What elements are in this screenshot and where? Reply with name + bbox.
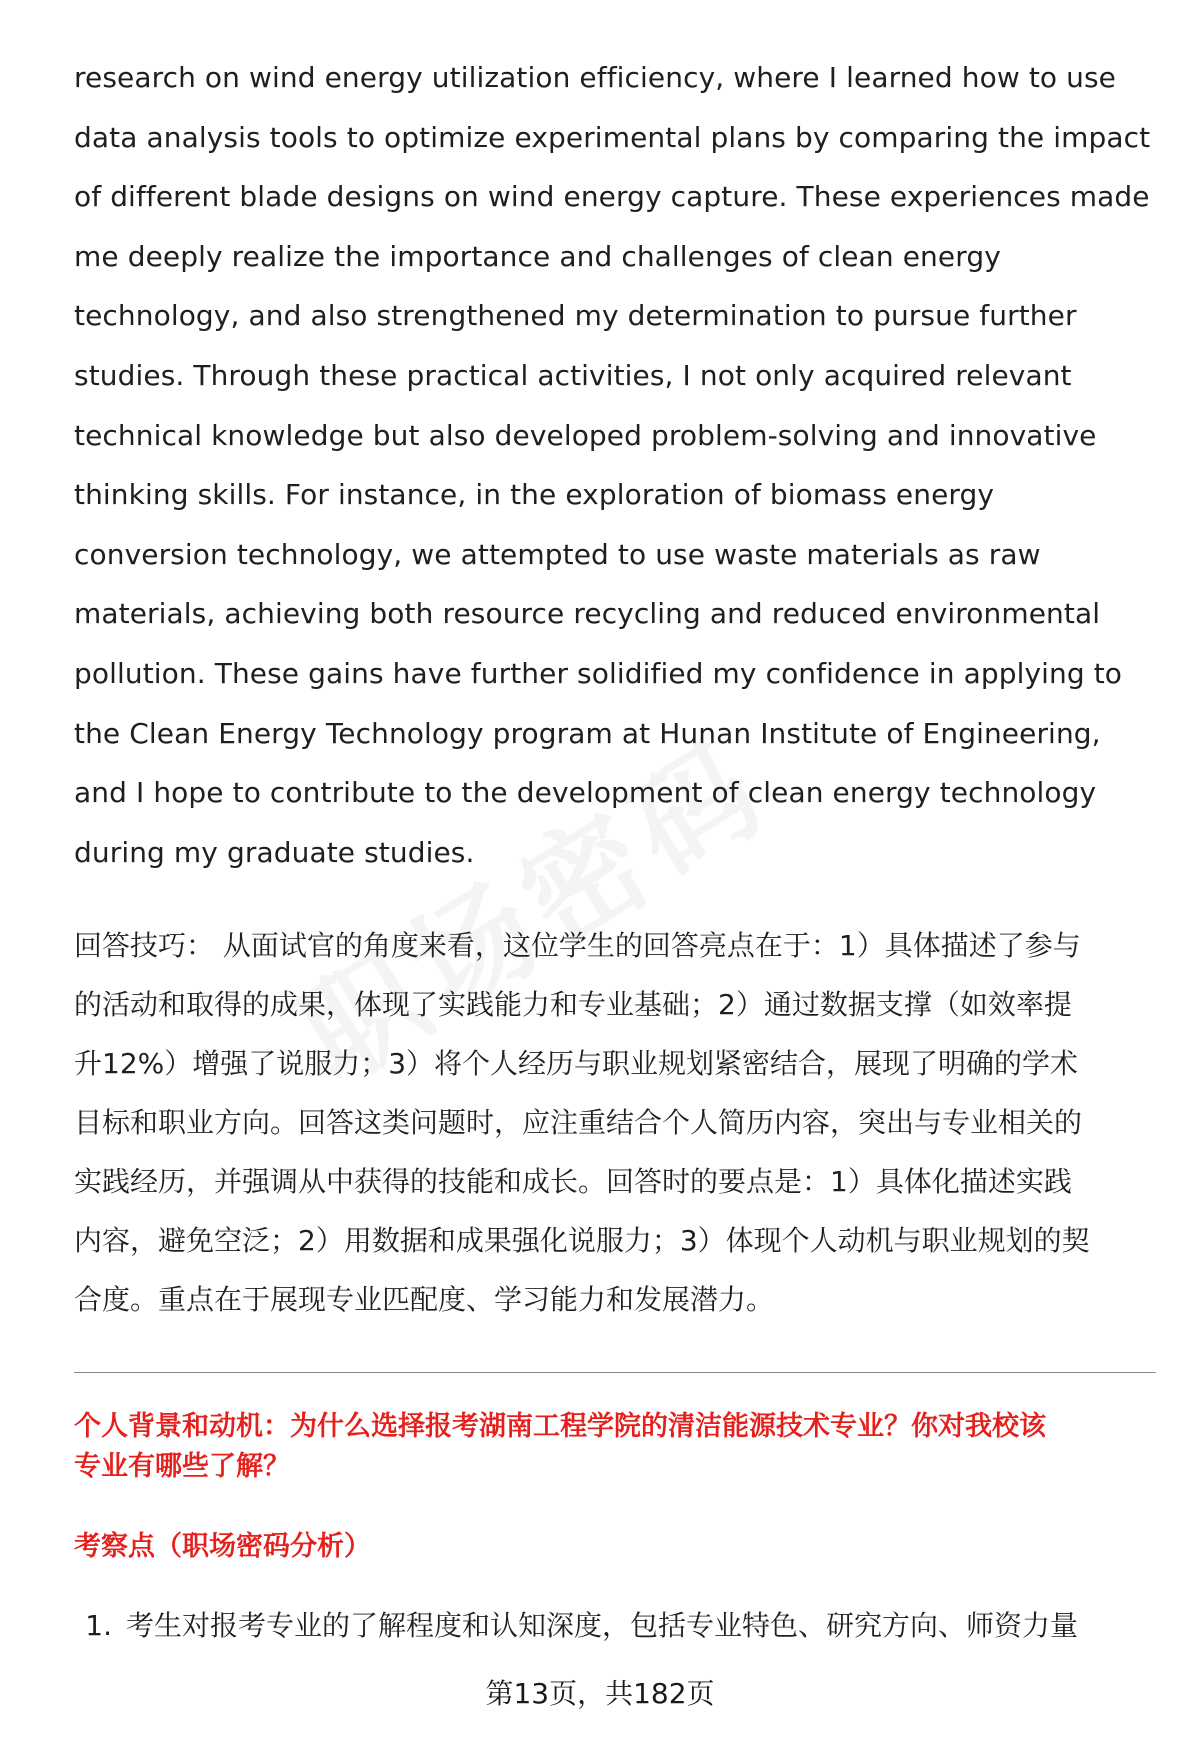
question-heading bbox=[74, 1407, 1154, 1487]
paragraph-line: during my graduate studies. bbox=[74, 835, 475, 869]
paragraph-line: technical knowledge but also developed problem-solving and innovative bbox=[74, 418, 1097, 452]
question-line: 专业有哪些了解？ bbox=[74, 1451, 290, 1483]
paragraph-line: technology, and also strengthened my determination to pursue further bbox=[74, 299, 1077, 333]
analysis-heading: 考察点（职场密码分析） bbox=[74, 1531, 371, 1563]
paragraph-line: materials, achieving both resource recycling and reduced environmental bbox=[74, 597, 1101, 631]
tips-line: 合度。重点在于展现专业匹配度、学习能力和发展潜力。 bbox=[74, 1283, 775, 1317]
question-line: 个人背景和动机：为什么选择报考湖南工程学院的清洁能源技术专业？你对我校该 bbox=[74, 1411, 1046, 1443]
paragraph-line: thinking skills. For instance, in the exploration of biomass energy bbox=[74, 478, 995, 512]
list-item bbox=[74, 1604, 1154, 1648]
tips-line: 回答技巧： 从面试官的角度来看，这位学生的回答亮点在于：1）具体描述了参与 bbox=[74, 929, 1081, 963]
list-text: 考生对报考专业的了解程度和认知深度，包括专业特色、研究方向、师资力量 bbox=[126, 1609, 1079, 1643]
paragraph-line: pollution. These gains have further solidified my confidence in applying to bbox=[74, 656, 1123, 690]
tips-line: 目标和职业方向。回答这类问题时，应注重结合个人简历内容，突出与专业相关的 bbox=[74, 1106, 1083, 1140]
page-footer: 第13页，共182页 bbox=[485, 1677, 715, 1710]
paragraph-line: research on wind energy utilization efficiency, where I learned how to use bbox=[74, 61, 1116, 94]
paragraph-line: conversion technology, we attempted to use waste materials as raw bbox=[74, 537, 1041, 571]
paragraph-line: studies. Through these practical activities, I not only acquired relevant bbox=[74, 358, 1072, 392]
tips-line: 内容，避免空泛；2）用数据和成果强化说服力；3）体现个人动机与职业规划的契 bbox=[74, 1224, 1090, 1258]
paragraph-line: of different blade designs on wind energy capture. These experiences made bbox=[74, 180, 1150, 214]
paragraph-line: me deeply realize the importance and challenges of clean energy bbox=[74, 239, 1001, 273]
paragraph-line: the Clean Energy Technology program at Hunan Institute of Engineering, bbox=[74, 716, 1101, 750]
answer-paragraph bbox=[74, 48, 1154, 882]
tips-line: 的活动和取得的成果，体现了实践能力和专业基础；2）通过数据支撑（如效率提 bbox=[74, 988, 1072, 1022]
paragraph-line: and I hope to contribute to the development of clean energy technology bbox=[74, 776, 1097, 810]
list-number: 1. bbox=[85, 1609, 112, 1643]
answer-tips-paragraph bbox=[74, 916, 1154, 1329]
paragraph-line: data analysis tools to optimize experimental plans by comparing the impact bbox=[74, 120, 1151, 154]
analysis-list bbox=[74, 1604, 1154, 1648]
page-content bbox=[74, 48, 1154, 1648]
tips-line: 实践经历，并强调从中获得的技能和成长。回答时的要点是：1）具体化描述实践 bbox=[74, 1165, 1072, 1199]
section-divider bbox=[74, 1372, 1156, 1373]
tips-line: 升12%）增强了说服力；3）将个人经历与职业规划紧密结合，展现了明确的学术 bbox=[74, 1047, 1079, 1081]
